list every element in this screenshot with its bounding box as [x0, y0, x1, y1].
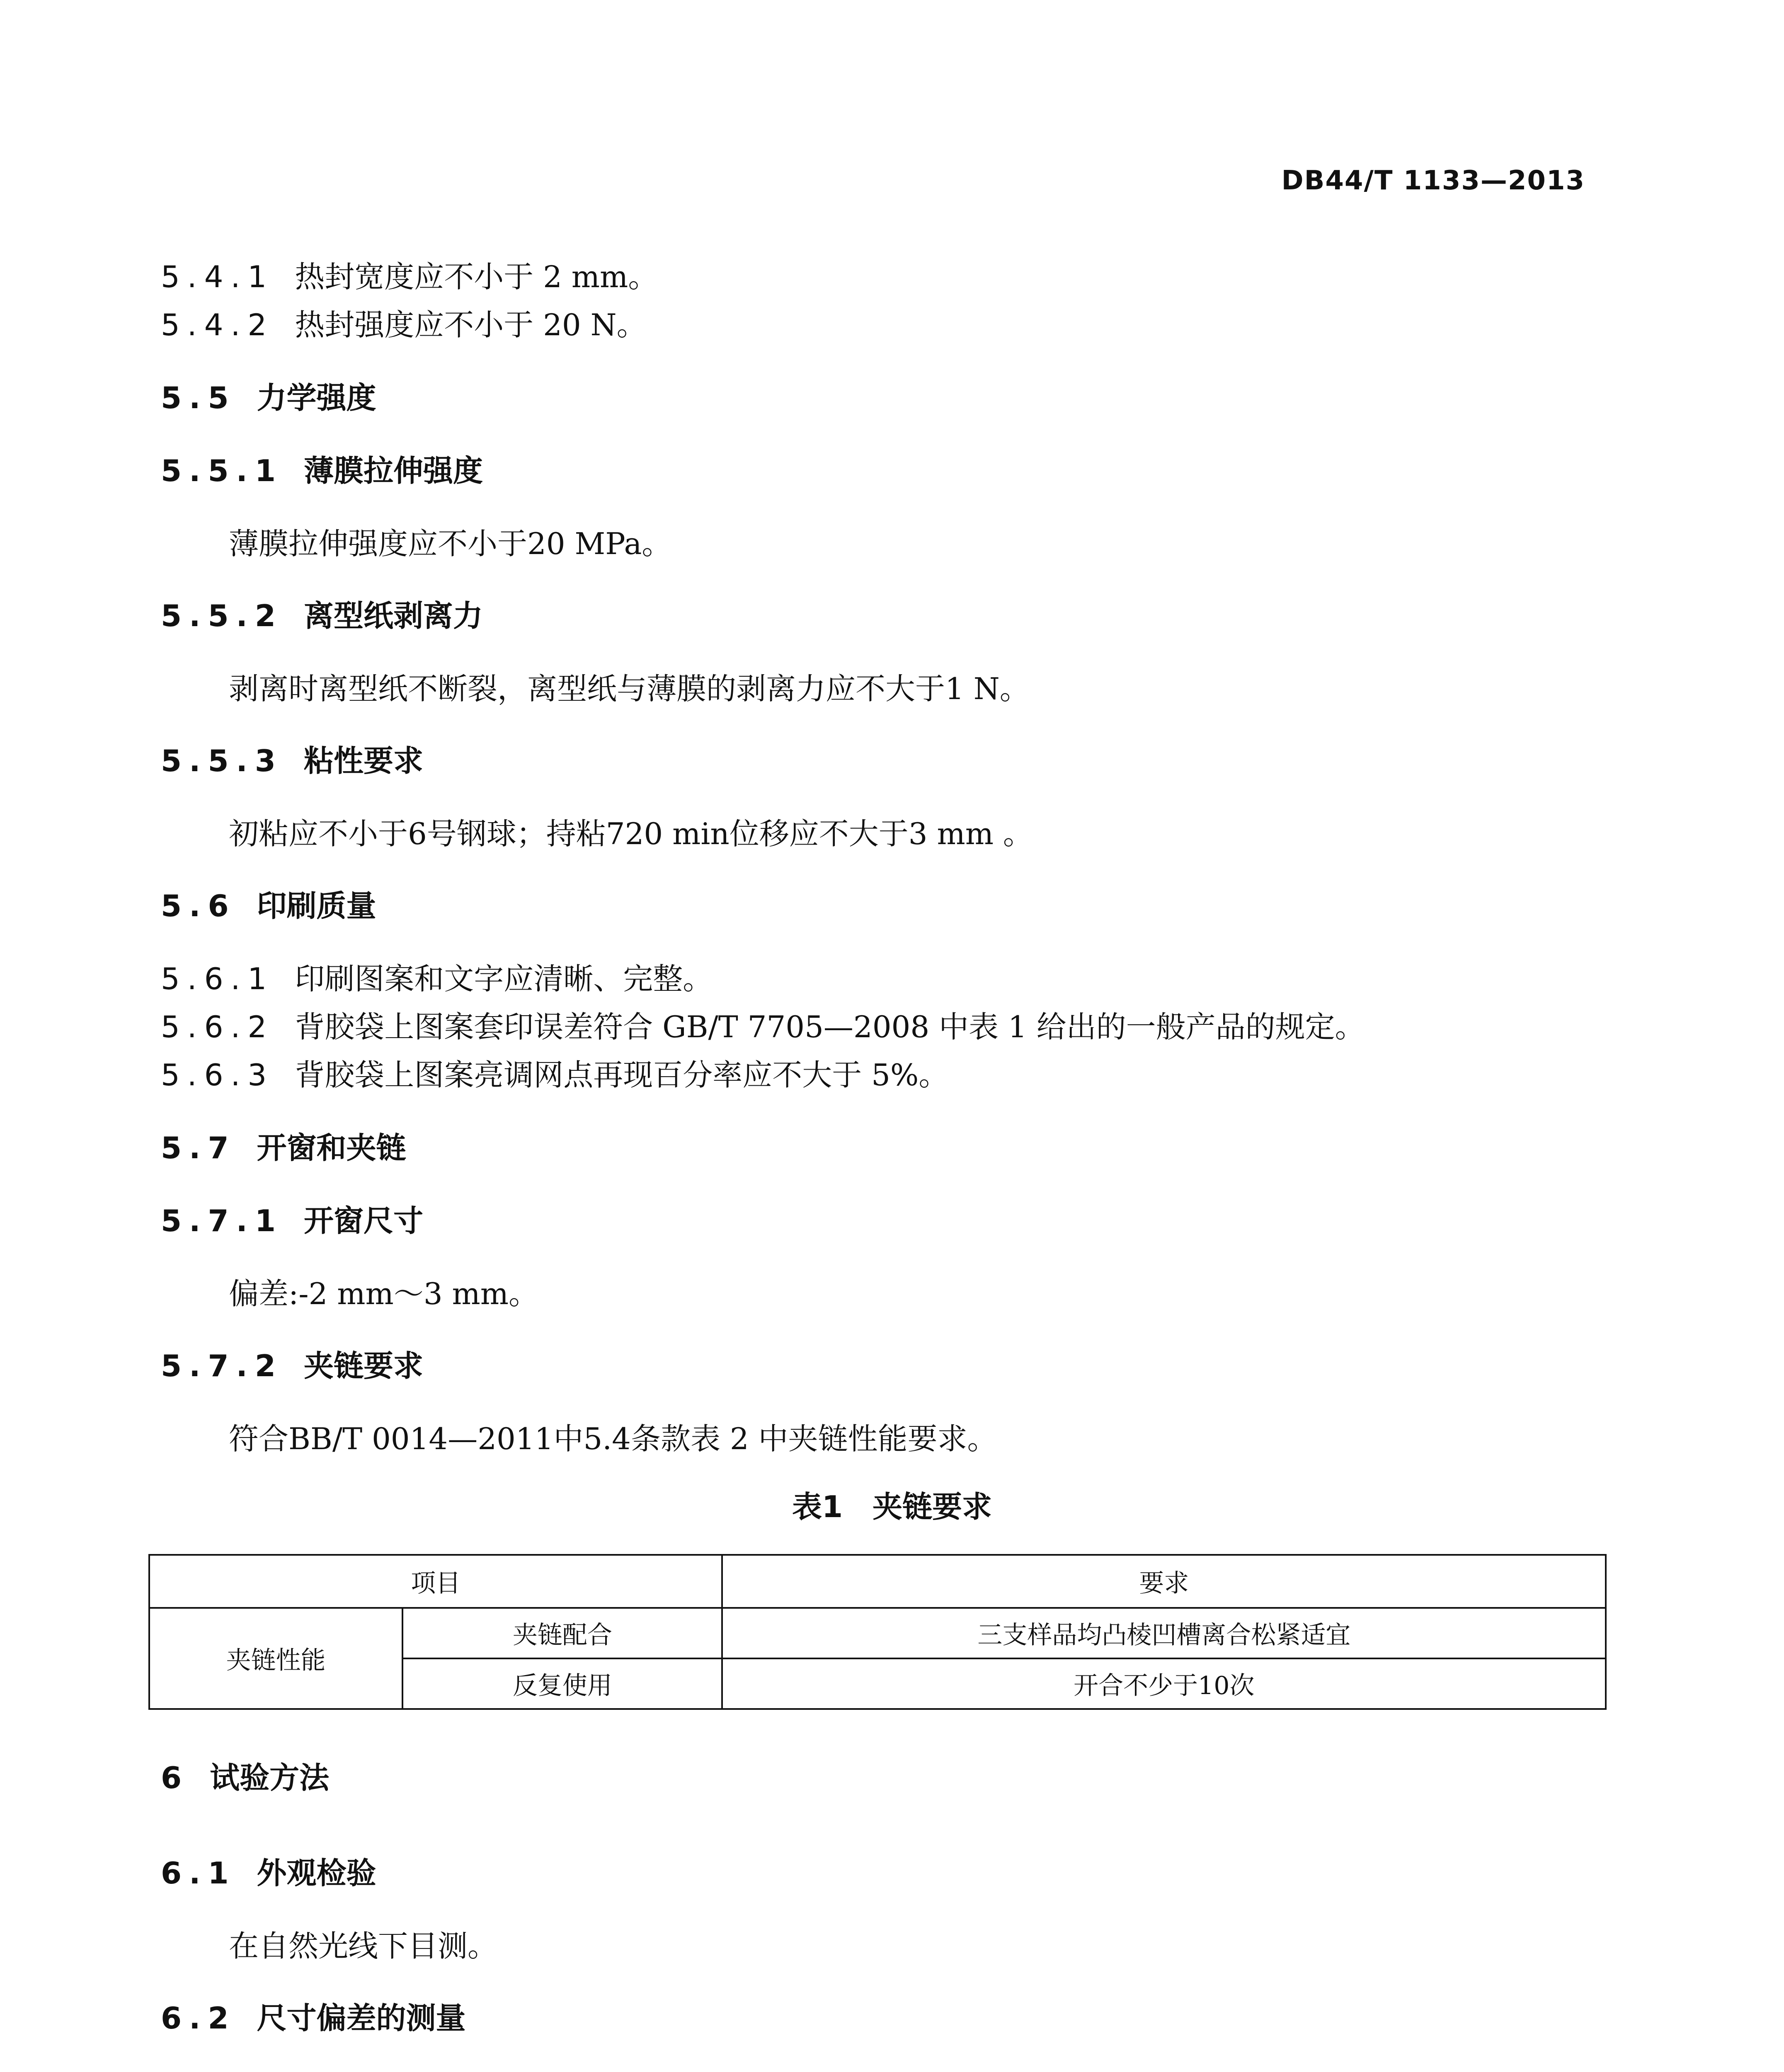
- clause-text: 热封强度应不小于 20 N。: [295, 307, 647, 342]
- clause-text: 背胶袋上图案套印误差符合 GB/T 7705—2008 中表 1 给出的一般产品的规定。: [295, 1009, 1365, 1044]
- heading-5-7: [161, 1130, 406, 1165]
- heading-number: 5.5.2: [161, 598, 283, 633]
- heading-number: 5.6: [161, 888, 236, 923]
- clause-5-4-1: [161, 259, 658, 294]
- table-cell-sub: 反复使用: [402, 1658, 722, 1709]
- clause-5-6-1: [161, 961, 713, 996]
- heading-text: 外观检验: [257, 1856, 376, 1890]
- heading-number: 6.2: [161, 2001, 236, 2036]
- heading-text: 力学强度: [257, 380, 376, 415]
- heading-number: 5.5.3: [161, 743, 283, 778]
- clause-number: 5.6.2: [161, 1009, 274, 1044]
- clause-text: 印刷图案和文字应清晰、完整。: [295, 961, 713, 996]
- paragraph-5-7-1: 偏差:-2 mm～3 mm。: [229, 1276, 539, 1311]
- paragraph-5-5-3: 初粘应不小于6号钢球；持粘720 min位移应不大于3 mm 。: [229, 816, 1033, 851]
- heading-6: [161, 1760, 330, 1795]
- heading-number: 5.7.2: [161, 1348, 283, 1383]
- zipper-requirements-table: [148, 1554, 1607, 1710]
- table-cell-sub: 夹链配合: [402, 1608, 722, 1658]
- heading-number: 6.1: [161, 1856, 236, 1890]
- clause-text: 背胶袋上图案亮调网点再现百分率应不大于 5%。: [295, 1058, 949, 1092]
- heading-5-5-1: [161, 453, 483, 488]
- clause-number: 5.6.3: [161, 1058, 274, 1092]
- heading-number: 5.7.1: [161, 1203, 283, 1238]
- clause-number: 5.6.1: [161, 961, 274, 996]
- heading-5-7-1: [161, 1203, 424, 1238]
- heading-6-1: [161, 1858, 376, 1888]
- table-title: 表1 夹链要求: [792, 1489, 992, 1524]
- heading-number: 5.5: [161, 380, 236, 415]
- table-header-row: [149, 1555, 1606, 1608]
- document-code: DB44/T 1133—2013: [1281, 165, 1585, 196]
- clause-5-6-3: [161, 1060, 948, 1090]
- table-row: [149, 1608, 1606, 1658]
- heading-text: 试验方法: [210, 1760, 330, 1795]
- table-cell-req: 三支样品均凸棱凹槽离合松紧适宜: [722, 1608, 1606, 1658]
- clause-5-6-2: [161, 1009, 1365, 1044]
- table-header-item: 项目: [149, 1555, 722, 1608]
- heading-text: 开窗尺寸: [304, 1203, 424, 1238]
- table-cell-req: 开合不少于10次: [722, 1658, 1606, 1709]
- clause-text: 热封宽度应不小于 2 mm。: [295, 259, 658, 294]
- heading-text: 尺寸偏差的测量: [257, 2001, 466, 2036]
- paragraph-6-1: 在自然光线下目测。: [229, 1929, 498, 1963]
- paragraph-5-5-1: 薄膜拉伸强度应不小于20 MPa。: [229, 526, 672, 561]
- clause-number: 5.4.2: [161, 307, 274, 342]
- paragraph-5-7-2: 符合BB/T 0014—2011中5.4条款表 2 中夹链性能要求。: [229, 1421, 997, 1456]
- clause-5-4-2: [161, 307, 647, 342]
- heading-6-2: [161, 2001, 466, 2036]
- heading-5-5: [161, 380, 376, 415]
- heading-text: 印刷质量: [257, 888, 376, 923]
- heading-number: 5.7: [161, 1130, 236, 1165]
- heading-number: 5.5.1: [161, 453, 283, 488]
- table-group-cell: 夹链性能: [149, 1608, 402, 1709]
- heading-text: 离型纸剥离力: [304, 598, 483, 633]
- heading-text: 薄膜拉伸强度: [304, 453, 483, 488]
- heading-text: 开窗和夹链: [257, 1130, 406, 1165]
- heading-5-5-2: [161, 598, 483, 633]
- table-header-requirement: 要求: [722, 1555, 1606, 1608]
- heading-text: 粘性要求: [304, 743, 424, 778]
- heading-5-6: [161, 888, 376, 923]
- heading-5-5-3: [161, 743, 424, 778]
- heading-5-7-2: [161, 1348, 424, 1383]
- paragraph-5-5-2: 剥离时离型纸不断裂，离型纸与薄膜的剥离力应不大于1 N。: [229, 671, 1030, 706]
- clause-number: 5.4.1: [161, 259, 274, 294]
- heading-text: 夹链要求: [304, 1348, 424, 1383]
- heading-number: 6: [161, 1760, 189, 1795]
